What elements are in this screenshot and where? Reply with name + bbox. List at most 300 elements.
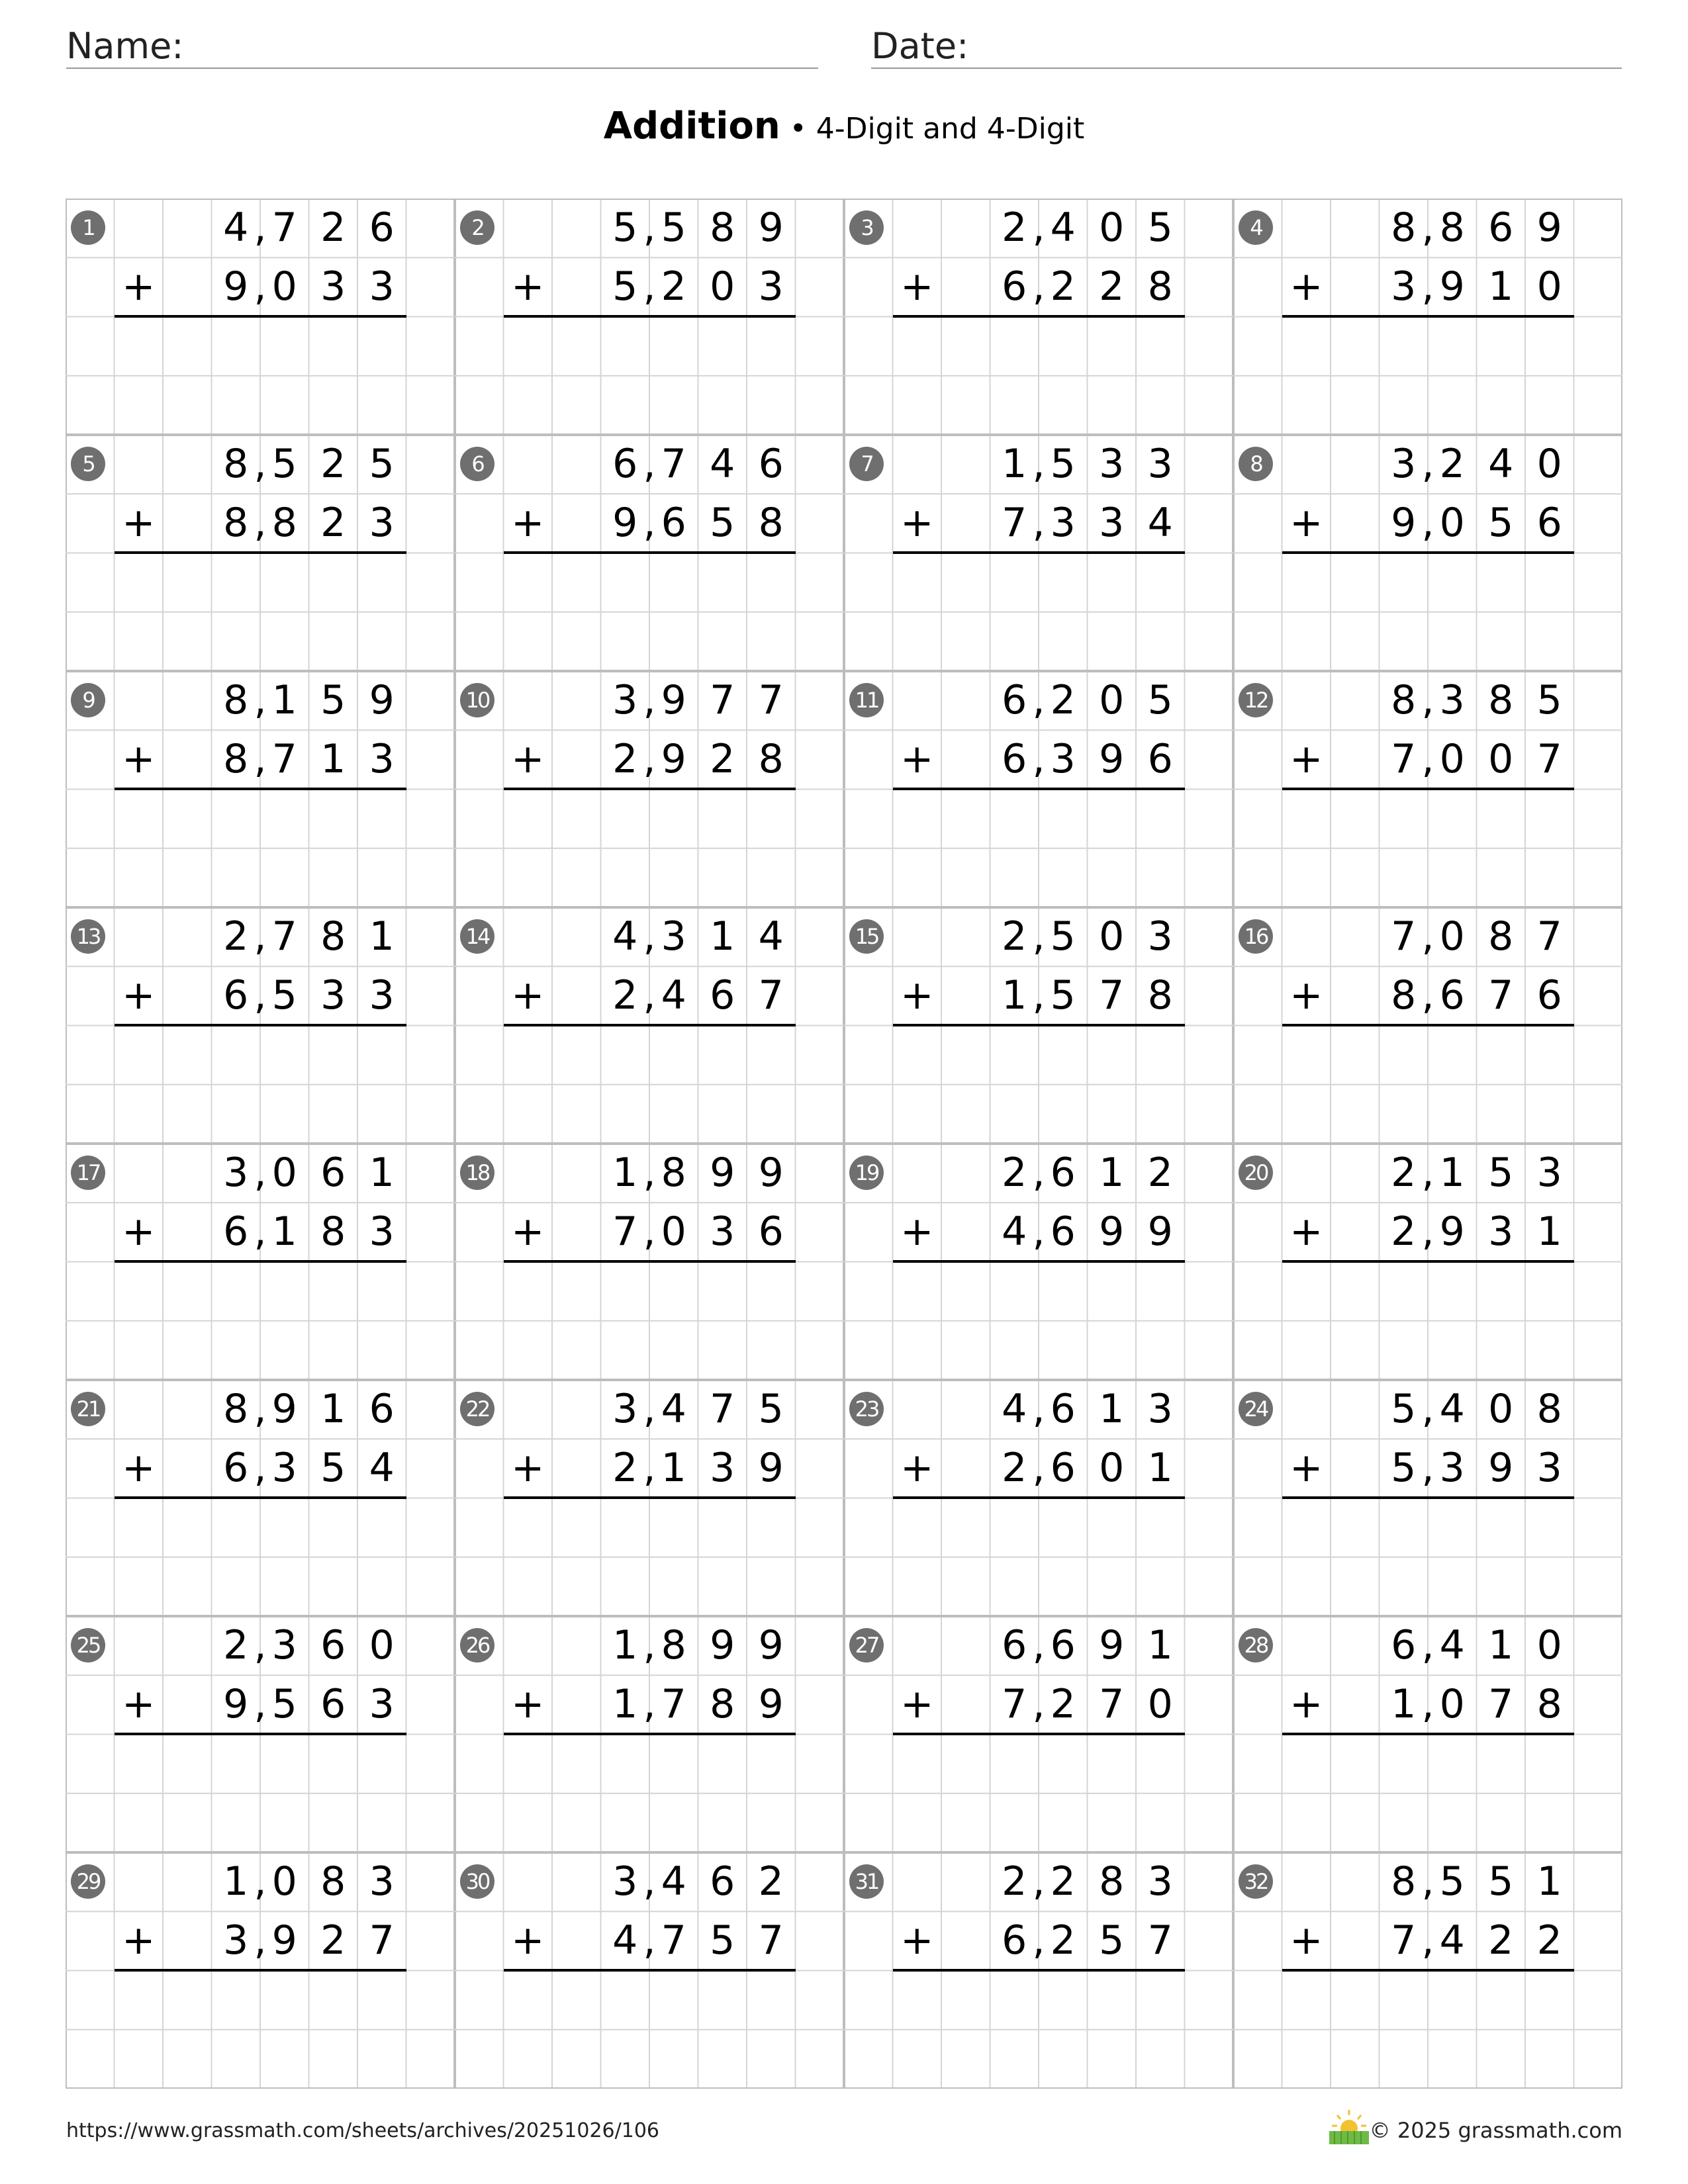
digit: 9 [1536,205,1562,251]
digit: 1 [320,736,346,783]
digit: 7 [1099,1681,1125,1728]
problem-18 [455,1144,844,1380]
thousands-separator: , [643,972,656,1019]
digit: 9 [369,677,395,723]
digit: 4 [1002,1386,1027,1432]
digit: 5 [1391,1445,1417,1492]
digit: 9 [1391,500,1417,547]
digit: 2 [1050,1858,1076,1905]
digit: 2 [1002,1445,1027,1492]
digit: 1 [1439,1150,1465,1196]
problem-number-badge: 24 [1239,1392,1273,1426]
problem-2 [455,199,844,435]
digit: 3 [1050,500,1076,547]
digit: 1 [369,913,395,960]
thousands-separator: , [1032,1622,1045,1668]
digit: 8 [758,736,784,783]
worksheet-title [0,105,1688,148]
problem-26 [455,1616,844,1852]
digit: 0 [1439,1681,1465,1728]
digit: 0 [1099,913,1125,960]
thousands-separator: , [1421,500,1434,547]
digit: 6 [1050,1150,1076,1196]
problem-3 [844,199,1233,435]
digit: 8 [1391,1858,1417,1905]
thousands-separator: , [254,1681,267,1728]
answer-area[interactable] [504,553,796,672]
problem-number-badge: 1 [71,210,105,245]
thousands-separator: , [1421,1386,1434,1432]
answer-area[interactable] [893,1735,1185,1853]
answer-area[interactable] [893,790,1185,908]
plus-sign: + [511,736,545,783]
problem-8 [1233,435,1622,671]
digit: 3 [369,736,395,783]
digit: 5 [1099,1917,1125,1964]
digit: 6 [1050,1386,1076,1432]
digit: 3 [1099,441,1125,487]
digit: 4 [1439,1622,1465,1668]
digit: 3 [1439,677,1465,723]
digit: 6 [710,1858,735,1905]
digit: 9 [223,1681,249,1728]
title-subtitle: 4-Digit and 4-Digit [816,112,1085,146]
problem-number-badge: 13 [71,919,105,954]
problem-number-badge: 19 [849,1156,884,1190]
digit: 5 [1488,1150,1514,1196]
footer-url[interactable]: https://www.grassmath.com/sheets/archives/20251026/106 [66,2119,660,2142]
plus-sign: + [1289,263,1323,310]
digit: 6 [661,500,686,547]
answer-area[interactable] [1282,553,1574,672]
digit: 5 [271,972,297,1019]
thousands-separator: , [1421,263,1434,310]
digit: 2 [710,736,735,783]
digit: 5 [320,677,346,723]
digit: 7 [369,1917,395,1964]
digit: 3 [369,1858,395,1905]
thousands-separator: , [643,1386,656,1432]
digit: 7 [1488,972,1514,1019]
digit: 2 [1391,1208,1417,1255]
answer-area[interactable] [115,317,406,435]
problem-number-badge: 14 [460,919,494,954]
digit: 0 [1536,1622,1562,1668]
digit: 9 [710,1150,735,1196]
answer-area[interactable] [1282,790,1574,908]
answer-area[interactable] [893,1971,1185,2089]
plus-sign: + [900,736,934,783]
digit: 8 [223,500,249,547]
answer-area[interactable] [504,1026,796,1144]
digit: 7 [710,677,735,723]
digit: 7 [1391,1917,1417,1964]
digit: 3 [1147,441,1173,487]
answer-area[interactable] [1282,1262,1574,1381]
digit: 9 [271,1386,297,1432]
plus-sign: + [1289,1681,1323,1728]
digit: 5 [1391,1386,1417,1432]
digit: 4 [758,913,784,960]
digit: 6 [223,1208,249,1255]
digit: 1 [223,1858,249,1905]
digit: 8 [271,500,297,547]
digit: 0 [1488,1386,1514,1432]
digit: 3 [758,263,784,310]
digit: 6 [1147,736,1173,783]
digit: 6 [1002,1917,1027,1964]
thousands-separator: , [254,677,267,723]
problem-number-badge: 2 [460,210,494,245]
answer-area[interactable] [115,1971,406,2089]
answer-area[interactable] [504,1262,796,1381]
problem-number-badge: 3 [849,210,884,245]
answer-area[interactable] [504,1498,796,1617]
problem-16 [1233,907,1622,1144]
digit: 3 [320,972,346,1019]
problem-19 [844,1144,1233,1380]
digit: 3 [612,1858,638,1905]
digit: 1 [1147,1445,1173,1492]
problem-14 [455,907,844,1144]
answer-area[interactable] [115,553,406,672]
problem-7 [844,435,1233,671]
digit: 1 [612,1150,638,1196]
digit: 8 [1488,913,1514,960]
problem-number-badge: 29 [71,1864,105,1899]
digit: 6 [1050,1208,1076,1255]
problem-27 [844,1616,1233,1852]
thousands-separator: , [1032,1445,1045,1492]
problem-number-badge: 28 [1239,1628,1273,1662]
digit: 1 [1002,441,1027,487]
answer-area[interactable] [504,790,796,908]
digit: 9 [661,736,686,783]
plus-sign: + [122,1917,156,1964]
digit: 1 [1536,1208,1562,1255]
digit: 6 [612,441,638,487]
thousands-separator: , [1032,1150,1045,1196]
digit: 8 [1391,677,1417,723]
digit: 0 [1099,677,1125,723]
thousands-separator: , [1032,677,1045,723]
digit: 2 [1536,1917,1562,1964]
plus-sign: + [1289,972,1323,1019]
digit: 3 [1536,1445,1562,1492]
name-label: Name: [66,25,184,67]
digit: 2 [612,736,638,783]
digit: 4 [1147,500,1173,547]
digit: 0 [1488,736,1514,783]
digit: 7 [271,205,297,251]
digit: 6 [1002,736,1027,783]
thousands-separator: , [1032,736,1045,783]
digit: 2 [320,1917,346,1964]
digit: 3 [369,263,395,310]
digit: 3 [271,1445,297,1492]
problem-12 [1233,671,1622,907]
thousands-separator: , [1421,1858,1434,1905]
digit: 3 [1147,1386,1173,1432]
plus-sign: + [900,263,934,310]
digit: 7 [758,677,784,723]
plus-sign: + [122,972,156,1019]
digit: 7 [1536,913,1562,960]
digit: 2 [1439,441,1465,487]
digit: 3 [710,1445,735,1492]
digit: 6 [1002,1622,1027,1668]
digit: 1 [710,913,735,960]
digit: 3 [369,1208,395,1255]
digit: 6 [1050,1622,1076,1668]
digit: 7 [1147,1917,1173,1964]
digit: 2 [1002,913,1027,960]
plus-sign: + [900,1208,934,1255]
digit: 6 [320,1150,346,1196]
digit: 3 [1147,1858,1173,1905]
digit: 5 [271,1681,297,1728]
problem-number-badge: 21 [71,1392,105,1426]
thousands-separator: , [254,500,267,547]
problem-5 [66,435,455,671]
digit: 6 [1391,1622,1417,1668]
digit: 6 [1536,500,1562,547]
answer-area[interactable] [893,1026,1185,1144]
thousands-separator: , [1032,500,1045,547]
thousands-separator: , [643,1150,656,1196]
digit: 2 [1050,263,1076,310]
plus-sign: + [900,1445,934,1492]
answer-area[interactable] [115,1498,406,1617]
digit: 4 [710,441,735,487]
digit: 3 [1391,441,1417,487]
digit: 8 [1439,205,1465,251]
digit: 6 [758,1208,784,1255]
thousands-separator: , [254,1445,267,1492]
digit: 2 [1391,1150,1417,1196]
digit: 7 [661,1917,686,1964]
digit: 3 [369,972,395,1019]
answer-area[interactable] [893,317,1185,435]
plus-sign: + [122,1681,156,1728]
answer-area[interactable] [115,1262,406,1381]
plus-sign: + [122,736,156,783]
thousands-separator: , [1421,677,1434,723]
problem-6 [455,435,844,671]
digit: 0 [1439,500,1465,547]
digit: 9 [1099,1622,1125,1668]
date-field-line[interactable] [871,68,1622,69]
digit: 6 [223,1445,249,1492]
digit: 6 [1439,972,1465,1019]
digit: 5 [1050,441,1076,487]
digit: 7 [1099,972,1125,1019]
problem-10 [455,671,844,907]
thousands-separator: , [1421,1208,1434,1255]
answer-area[interactable] [1282,1971,1574,2089]
plus-sign: + [122,1208,156,1255]
digit: 5 [1050,972,1076,1019]
problem-number-badge: 16 [1239,919,1273,954]
answer-area[interactable] [1282,317,1574,435]
digit: 7 [661,441,686,487]
digit: 3 [1536,1150,1562,1196]
plus-sign: + [900,972,934,1019]
thousands-separator: , [254,1917,267,1964]
digit: 8 [710,205,735,251]
digit: 8 [320,913,346,960]
thousands-separator: , [1032,263,1045,310]
thousands-separator: , [1421,1622,1434,1668]
problem-number-badge: 20 [1239,1156,1273,1190]
digit: 4 [612,913,638,960]
thousands-separator: , [1421,972,1434,1019]
problem-number-badge: 30 [460,1864,494,1899]
thousands-separator: , [1032,441,1045,487]
answer-area[interactable] [504,1735,796,1853]
digit: 2 [320,441,346,487]
digit: 5 [612,205,638,251]
digit: 9 [1147,1208,1173,1255]
answer-area[interactable] [893,553,1185,672]
thousands-separator: , [254,441,267,487]
digit: 1 [1391,1681,1417,1728]
digit: 0 [1147,1681,1173,1728]
digit: 6 [758,441,784,487]
digit: 9 [661,677,686,723]
plus-sign: + [511,1917,545,1964]
digit: 2 [1488,1917,1514,1964]
digit: 5 [320,1445,346,1492]
thousands-separator: , [254,1386,267,1432]
digit: 1 [271,1208,297,1255]
digit: 7 [1002,500,1027,547]
thousands-separator: , [1421,205,1434,251]
digit: 9 [612,500,638,547]
thousands-separator: , [643,205,656,251]
answer-area[interactable] [893,1262,1185,1381]
digit: 7 [758,1917,784,1964]
digit: 3 [223,1917,249,1964]
problem-20 [1233,1144,1622,1380]
digit: 9 [1439,263,1465,310]
plus-sign: + [511,1681,545,1728]
digit: 0 [1099,1445,1125,1492]
digit: 1 [1002,972,1027,1019]
problem-number-badge: 23 [849,1392,884,1426]
digit: 5 [1536,677,1562,723]
problem-number-badge: 15 [849,919,884,954]
digit: 1 [612,1622,638,1668]
digit: 2 [612,1445,638,1492]
digit: 3 [369,1681,395,1728]
plus-sign: + [511,500,545,547]
digit: 3 [320,263,346,310]
digit: 5 [1439,1858,1465,1905]
problem-4 [1233,199,1622,435]
problem-number-badge: 5 [71,447,105,481]
thousands-separator: , [1421,1445,1434,1492]
thousands-separator: , [1032,1858,1045,1905]
digit: 1 [1488,263,1514,310]
answer-area[interactable] [1282,1735,1574,1853]
digit: 4 [1002,1208,1027,1255]
digit: 5 [661,205,686,251]
digit: 1 [1099,1150,1125,1196]
thousands-separator: , [1032,913,1045,960]
digit: 0 [1099,205,1125,251]
digit: 5 [1488,500,1514,547]
answer-area[interactable] [504,317,796,435]
answer-area[interactable] [115,1026,406,1144]
problem-number-badge: 25 [71,1628,105,1662]
digit: 6 [1488,205,1514,251]
digit: 7 [710,1386,735,1432]
answer-area[interactable] [893,1498,1185,1617]
digit: 4 [1488,441,1514,487]
answer-area[interactable] [115,1735,406,1853]
problem-32 [1233,1852,1622,2089]
digit: 6 [369,205,395,251]
problem-25 [66,1616,455,1852]
digit: 5 [1147,677,1173,723]
thousands-separator: , [1032,1917,1045,1964]
plus-sign: + [122,500,156,547]
digit: 1 [612,1681,638,1728]
thousands-separator: , [643,913,656,960]
digit: 3 [1050,736,1076,783]
digit: 2 [661,263,686,310]
digit: 2 [1002,1858,1027,1905]
digit: 5 [271,441,297,487]
digit: 7 [612,1208,638,1255]
thousands-separator: , [643,1858,656,1905]
thousands-separator: , [643,1445,656,1492]
problem-29 [66,1852,455,2089]
digit: 6 [710,972,735,1019]
answer-area[interactable] [115,790,406,908]
problem-number-badge: 9 [71,683,105,717]
digit: 4 [661,972,686,1019]
digit: 6 [1536,972,1562,1019]
thousands-separator: , [1032,205,1045,251]
digit: 4 [1050,205,1076,251]
thousands-separator: , [1421,441,1434,487]
problem-21 [66,1380,455,1616]
thousands-separator: , [254,1622,267,1668]
name-field-line[interactable] [66,68,818,69]
digit: 8 [223,1386,249,1432]
thousands-separator: , [254,1150,267,1196]
digit: 5 [1050,913,1076,960]
answer-area[interactable] [504,1971,796,2089]
digit: 2 [1050,1681,1076,1728]
thousands-separator: , [254,972,267,1019]
answer-area[interactable] [1282,1026,1574,1144]
problem-31 [844,1852,1233,2089]
digit: 1 [1536,1858,1562,1905]
answer-area[interactable] [1282,1498,1574,1617]
digit: 9 [1099,1208,1125,1255]
problem-number-badge: 7 [849,447,884,481]
digit: 3 [612,1386,638,1432]
thousands-separator: , [1032,972,1045,1019]
digit: 1 [1488,1622,1514,1668]
digit: 8 [1488,677,1514,723]
plus-sign: + [1289,1445,1323,1492]
problem-11 [844,671,1233,907]
digit: 3 [612,677,638,723]
